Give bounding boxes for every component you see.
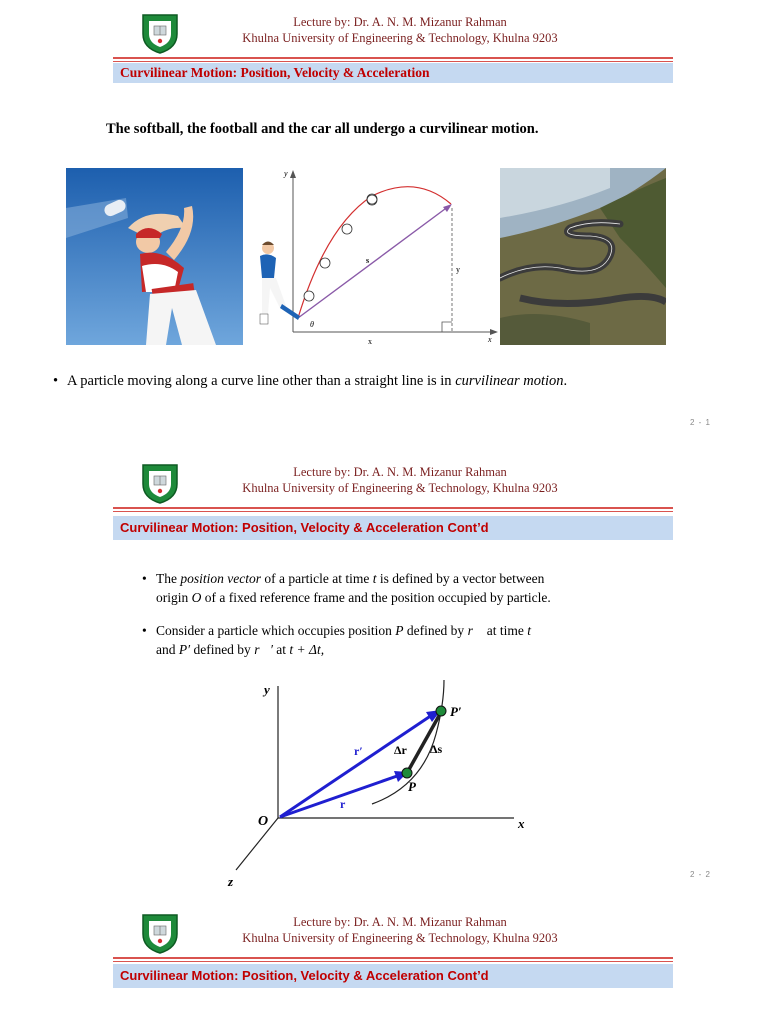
slide-title: Curvilinear Motion: Position, Velocity & Acceleration <box>113 63 673 83</box>
slide-title: Curvilinear Motion: Position, Velocity & Acceleration Cont’d <box>113 516 673 540</box>
text-var: O <box>191 590 202 605</box>
bullet-text-emphasis: curvilinear motion <box>455 373 564 389</box>
text-emphasis: position vector <box>180 571 261 586</box>
winding-road-photo <box>500 168 666 345</box>
axis-z-label: z <box>228 874 234 889</box>
softball-player-photo <box>66 168 243 345</box>
bullet-consider-particle <box>142 621 531 659</box>
traj-y-axis-label: y <box>284 169 288 178</box>
text-var: P <box>395 623 404 638</box>
university-logo <box>140 912 180 954</box>
intro-text: The softball, the football and the car all undergo a curvilinear motion. <box>106 121 539 137</box>
text-run: at time <box>483 623 528 638</box>
football-positions <box>304 194 377 301</box>
traj-y-dim-label: y <box>456 265 460 274</box>
label-r-prime: r′ <box>354 744 363 758</box>
text-run: of a fixed reference frame and the position occupied by particle. <box>201 590 551 605</box>
page-number: 2 - 2 <box>690 870 712 879</box>
trajectory-diagram <box>246 166 498 348</box>
slide-1 <box>0 0 768 440</box>
football-kicker <box>260 242 300 325</box>
text-var: t + Δt, <box>289 642 325 657</box>
header-text <box>200 914 600 946</box>
origin-label: O <box>258 814 269 829</box>
slide-3 <box>0 902 768 1024</box>
position-vector-diagram <box>222 674 532 890</box>
header-text <box>200 464 600 496</box>
text-run: of a particle at time <box>261 571 373 586</box>
lecturer-name: Lecture by: Dr. A. N. M. Mizanur Rahman <box>293 915 507 929</box>
traj-s-label: s <box>366 256 370 265</box>
bullet-dot: • <box>53 373 59 389</box>
text-run: Consider a particle which occupies position <box>156 623 396 638</box>
text-var: P′ <box>178 642 191 657</box>
text-run: at <box>272 642 290 657</box>
institution-name: Khulna University of Engineering & Technology, Khulna 9203 <box>242 931 558 945</box>
lecturer-name: Lecture by: Dr. A. N. M. Mizanur Rahman <box>293 15 507 29</box>
institution-name: Khulna University of Engineering & Technology, Khulna 9203 <box>242 481 558 495</box>
bullet-curvilinear-definition <box>53 372 568 391</box>
axis-x-label: x <box>518 816 525 831</box>
axis-y-label: y <box>264 682 270 697</box>
traj-x-axis-label: x <box>488 335 492 344</box>
page-number: 2 - 1 <box>690 418 712 427</box>
label-p-prime: P′ <box>450 704 462 719</box>
bullet-position-vector <box>142 569 551 607</box>
slide-2 <box>0 452 768 892</box>
text-var: t <box>372 571 377 586</box>
label-r: r <box>340 797 346 811</box>
point-p <box>402 768 412 778</box>
bullet-text-end: . <box>563 373 568 389</box>
header-rule <box>113 957 673 962</box>
bullet-dot: • <box>142 623 147 638</box>
text-run: is defined by a vector between <box>376 571 545 586</box>
text-var: t <box>527 623 531 638</box>
institution-name: Khulna University of Engineering & Technology, Khulna 9203 <box>242 31 558 45</box>
university-logo <box>140 462 180 504</box>
traj-x-dim-label: x <box>368 337 372 346</box>
header-rule <box>113 57 673 62</box>
label-p: P <box>408 779 416 794</box>
lecturer-name: Lecture by: Dr. A. N. M. Mizanur Rahman <box>293 465 507 479</box>
text-var: r⃗′ <box>254 642 273 657</box>
text-run: defined by <box>403 623 468 638</box>
text-run: defined by <box>190 642 255 657</box>
text-run: and <box>156 642 179 657</box>
point-p-prime <box>436 706 446 716</box>
bullet-dot: • <box>142 571 147 586</box>
text-var: r⃗ <box>467 623 484 638</box>
label-delta-r: Δr <box>394 743 407 757</box>
text-run: The <box>156 571 181 586</box>
header-rule <box>113 507 673 512</box>
label-delta-s: Δs <box>430 742 443 756</box>
university-logo <box>140 12 180 54</box>
slide-title: Curvilinear Motion: Position, Velocity & Acceleration Cont’d <box>113 964 673 988</box>
text-run: origin <box>156 590 192 605</box>
bullet-text-main: A particle moving along a curve line other than a straight line is in <box>67 373 456 389</box>
header-text <box>200 14 600 46</box>
traj-theta-label: θ <box>310 320 314 329</box>
